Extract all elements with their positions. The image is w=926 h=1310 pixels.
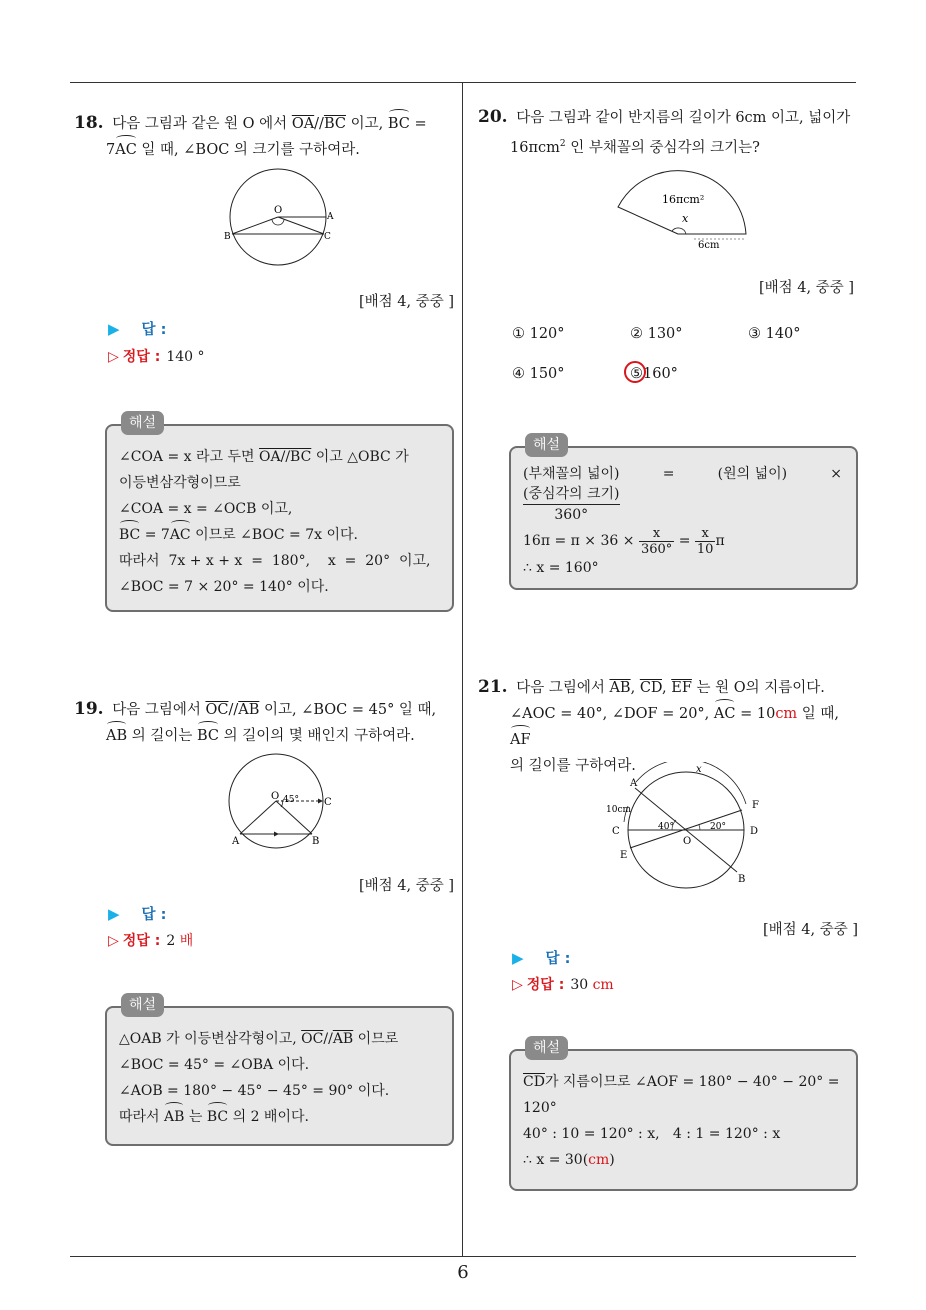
score-19: [배점 4, 중중 ] <box>358 878 454 894</box>
problem-number: 21. <box>478 677 508 697</box>
fig-label-a: A <box>327 212 334 222</box>
answer-row-21: ▶ 답 : <box>512 949 571 967</box>
problem-18-figure <box>220 168 350 272</box>
fig-label-o: O <box>274 205 283 216</box>
problem-20 <box>478 104 862 161</box>
play-arrow-icon: ▶ <box>512 949 524 967</box>
choice-5-selected[interactable]: ⑤160° <box>630 366 678 382</box>
problem-number: 20. <box>478 107 508 127</box>
play-arrow-icon: ▶ <box>108 905 120 923</box>
problem-21-line3: 의 길이를 구하여라. <box>510 758 636 774</box>
problem-18-line1: 18. 다음 그림과 같은 원 O 에서 $\overline{OA}//\overline{BC}$ 이고, BC = <box>74 110 458 137</box>
problem-18-line2: 7AC 일 때, ∠BOC 의 크기를 구하여라. <box>74 137 458 163</box>
choice-4[interactable]: ④ 150° <box>512 366 565 382</box>
solution-tag: 해설 <box>525 1036 568 1060</box>
fig-label-len: 10cm <box>606 805 632 815</box>
outline-triangle-icon: ▷ <box>512 977 523 993</box>
fig-label-c: C <box>324 797 332 808</box>
fig-label-area: 16πcm² <box>662 193 705 206</box>
fig-label-e: E <box>620 850 628 861</box>
solution-box-20: 해설 (부채꼴의 넓이) = (원의 넓이) × (중심각의 크기) 360° 16π = π × 36 × $\frac{x}{360^\circ}$ = $\frac{x}{10}$ π ∴ x = 160° <box>509 446 858 590</box>
problem-19-figure <box>226 752 346 854</box>
choice-1[interactable]: ① 120° <box>512 326 565 342</box>
fig-label-angle: x <box>682 212 689 225</box>
fig-label-c: C <box>324 232 331 242</box>
score-18: [배점 4, 중중 ] <box>358 294 454 310</box>
solution-tag: 해설 <box>121 411 164 435</box>
choice-2[interactable]: ② 130° <box>630 326 683 342</box>
answer-row-19: ▶ 답 : <box>108 905 167 923</box>
problem-18 <box>74 110 458 163</box>
problem-number: 19. <box>74 699 104 719</box>
correct-answer-19: ▷ 정답 : 2 배 <box>108 933 194 949</box>
problem-21-figure <box>602 762 770 892</box>
score-20: [배점 4, 중중 ] <box>758 280 854 296</box>
problem-21-line2: ∠AOC = 40°, ∠DOF = 20°, AC = 10cm 일 때, AF <box>478 701 862 753</box>
solution-box-19: 해설 △OAB 가 이등변삼각형이고, $\overline{OC}//\overline{AB}$ 이므로 ∠BOC = 45° = ∠OBA 이다. ∠AOB = 180° − 45° − 45° = 90° 이다. 따라서 AB 는 BC 의 2 배이다. <box>105 1006 454 1146</box>
solution-tag: 해설 <box>525 433 568 457</box>
fig-label-a1: 40° <box>658 822 674 832</box>
fig-label-o: O <box>683 836 692 847</box>
fig-label-b: B <box>224 232 231 242</box>
choice-3[interactable]: ③ 140° <box>748 326 801 342</box>
problem-19-line2: AB 의 길이는 BC 의 길이의 몇 배인지 구하여라. <box>74 723 458 749</box>
correct-answer-21: ▷ 정답 : 30 cm <box>512 977 614 993</box>
problem-21-line1: 21. 다음 그림에서 $\overline{AB}$, $\overline{CD}$, $\overline{EF}$ 는 원 O의 지름이다. <box>478 677 825 697</box>
bottom-rule <box>70 1256 856 1257</box>
solution-tag: 해설 <box>121 993 164 1017</box>
answer-row-18: ▶ 답 : <box>108 320 167 338</box>
problem-number: 18. <box>74 113 104 133</box>
outline-triangle-icon: ▷ <box>108 349 119 365</box>
column-divider <box>462 82 463 1257</box>
red-spiral-circle-icon <box>624 361 646 383</box>
fig-label-a: A <box>232 836 240 847</box>
problem-20-line2: 16πcm$^2$ 인 부채꼴의 중심각의 크기는? <box>510 139 760 156</box>
problem-20-figure <box>612 160 762 256</box>
fig-label-b: B <box>738 874 746 885</box>
fig-label-radius: 6cm <box>698 240 720 251</box>
fig-label-b: B <box>312 836 320 847</box>
score-21: [배점 4, 중중 ] <box>762 922 858 938</box>
correct-answer-18: ▷ 정답 : 140 ° <box>108 349 205 365</box>
fig-label-o: O <box>271 791 280 802</box>
play-arrow-icon: ▶ <box>108 320 120 338</box>
fig-label-c: C <box>612 826 620 837</box>
fig-label-a: A <box>630 778 638 789</box>
fig-label-f: F <box>752 800 759 811</box>
problem-19 <box>74 696 458 749</box>
page-number: 6 <box>457 1262 469 1283</box>
solution-box-21: 해설 $\overline{CD}$가 지름이므로 ∠AOF = 180° − 40° − 20° = 120° 40° : 10 = 120° : x, 4 : 1 = 120° : x ∴ x = 30(cm) <box>509 1049 858 1191</box>
problem-20-line1: 20. 다음 그림과 같이 반지름의 길이가 6cm 이고, 넓이가 <box>478 107 851 127</box>
fig-label-angle: 45° <box>283 795 299 805</box>
outline-triangle-icon: ▷ <box>108 933 119 949</box>
solution-box-18: 해설 ∠COA = x 라고 두면 OA//BC 이고 △OBC 가 이등변삼각형이므로 ∠COA = x = ∠OCB 이고, BC = 7AC 이므로 ∠BOC = 7x 이다. 따라서 7x + x + x = 180°, x = 20° 이고, ∠BOC = 7 × 20° = 140° 이다. <box>105 424 454 612</box>
fig-label-d: D <box>750 826 759 837</box>
fig-label-a2: 20° <box>710 822 726 832</box>
problem-19-line1: 19. 다음 그림에서 $\overline{OC}//\overline{AB}$ 이고, ∠BOC = 45° 일 때, <box>74 699 437 719</box>
fig-label-x: x <box>696 764 702 775</box>
